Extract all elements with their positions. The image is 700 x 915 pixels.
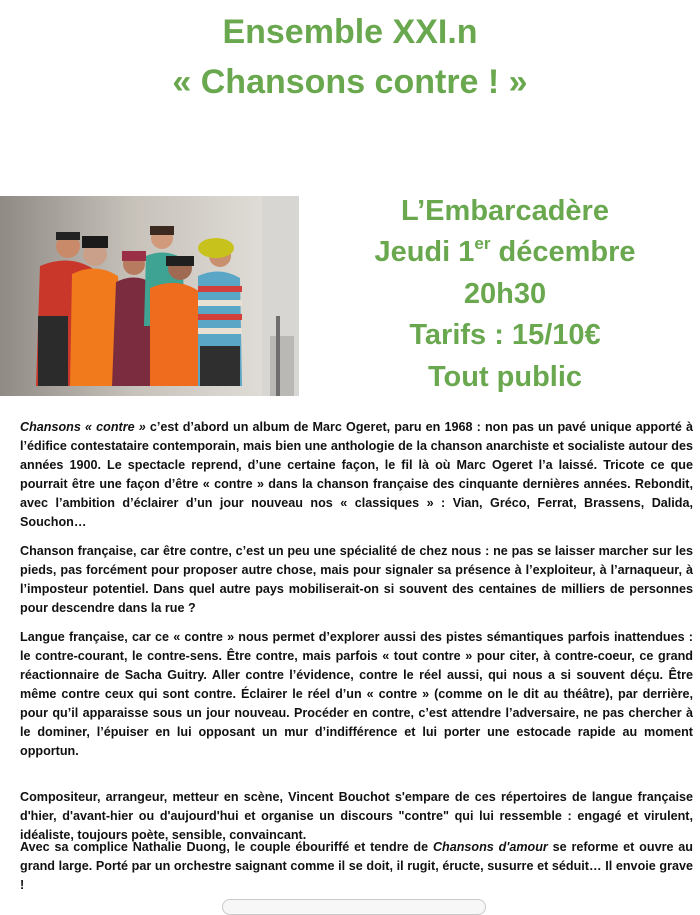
paragraph-compositeur: Compositeur, arrangeur, metteur en scène, Vincent Bouchot s'empare de ces répertoires de langue française d'hier, d'avant-hier ou d'aujourd'hui et organise un discours "contre" qui lui ressemble : engagé et virulent, idéaliste, toujours poète, sensible, convaincant. — [20, 790, 693, 842]
date-prefix: Jeudi 1 — [374, 236, 475, 268]
paragraph-album — [20, 418, 693, 532]
paragraph-langue-francaise: Langue française, car ce « contre » nous permet d’explorer aussi des pistes sémantiques parfois inattendues : le contre-courant, le contre-sens. Être contre, mais parfois « tout contre » pour citer, à contre-coeur, ce grand réactionnaire de Sacha Guitry. Aller contre l’évidence, contre le réel aussi, qui nous a si souvent déçu. Être même contre ceux qui sont contre. Éclairer le réel d’un « contre » (comme on le dit au théâtre), par derrière, pour qu’il apparaisse sous un jour nouveau. Procéder en contre, c’est attendre l’adversaire, ne pas chercher à le dominer, l’épuiser en lui opposant un mur d’indifférence et lui porter une estocade rapide au moment opportun. — [20, 630, 693, 758]
event-prices: Tarifs : 15/10€ — [409, 319, 601, 351]
date-month: décembre — [490, 236, 636, 268]
bottom-edge-element — [222, 899, 486, 915]
date-ordinal: er — [474, 234, 491, 253]
event-date — [310, 232, 700, 272]
album-title: Chansons « contre » — [20, 420, 146, 434]
show-title-chansons-amour: Chansons d'amour — [432, 840, 548, 854]
paragraph-album-text: c’est d’abord un album de Marc Ogeret, paru en 1968 : non pas un pavé unique apporté à l’édifice contestataire contemporain, mais bien une anthologie de la chanson anarchiste et socialiste autour des années 1900. Le spectacle reprend, d’une certaine façon, le fil là où Marc Ogeret l’a laissé. Tricote ce que pourrait être une façon d’être « contre » dans la chanson française des cinquante dernières années. Rebondit, avec l’ambition d’éclairer d’un jour nouveau nos « classiques » : Vian, Gréco, Ferrat, Brassens, Dalida, Souchon… — [20, 420, 694, 529]
event-audience: Tout public — [427, 361, 583, 393]
paragraph-complice-end: se reforme et ouvre au grand large. Porté par un orchestre saignant comme il se doit, il rugit, éructe, susurre et séduit… Il envoie grave ! — [20, 840, 693, 892]
paragraph-chanson-francaise: Chanson française, car être contre, c’est un peu une spécialité de chez nous : ne pas se laisser marcher sur les pieds, pas forcément pour proposer autre chose, mais pour signaler sa présence à l’exploiteur, à l’arnaqueur, à l’imposteur potentiel. Dans quel autre pays mobiliserait-on si souvent des centaines de milliers de personnes pour descendre dans la rue ? — [20, 544, 693, 615]
event-time: 20h30 — [463, 278, 547, 310]
paragraph-complice-start: Avec sa complice Nathalie Duong, le couple ébouriffé et tendre de — [20, 840, 433, 854]
title-show: « Chansons contre ! » — [172, 63, 528, 101]
title-ensemble: Ensemble XXI.n — [222, 13, 478, 51]
band-photo — [0, 196, 299, 396]
venue-name: L’Embarcadère — [401, 195, 609, 227]
paragraph-complice — [20, 838, 693, 895]
